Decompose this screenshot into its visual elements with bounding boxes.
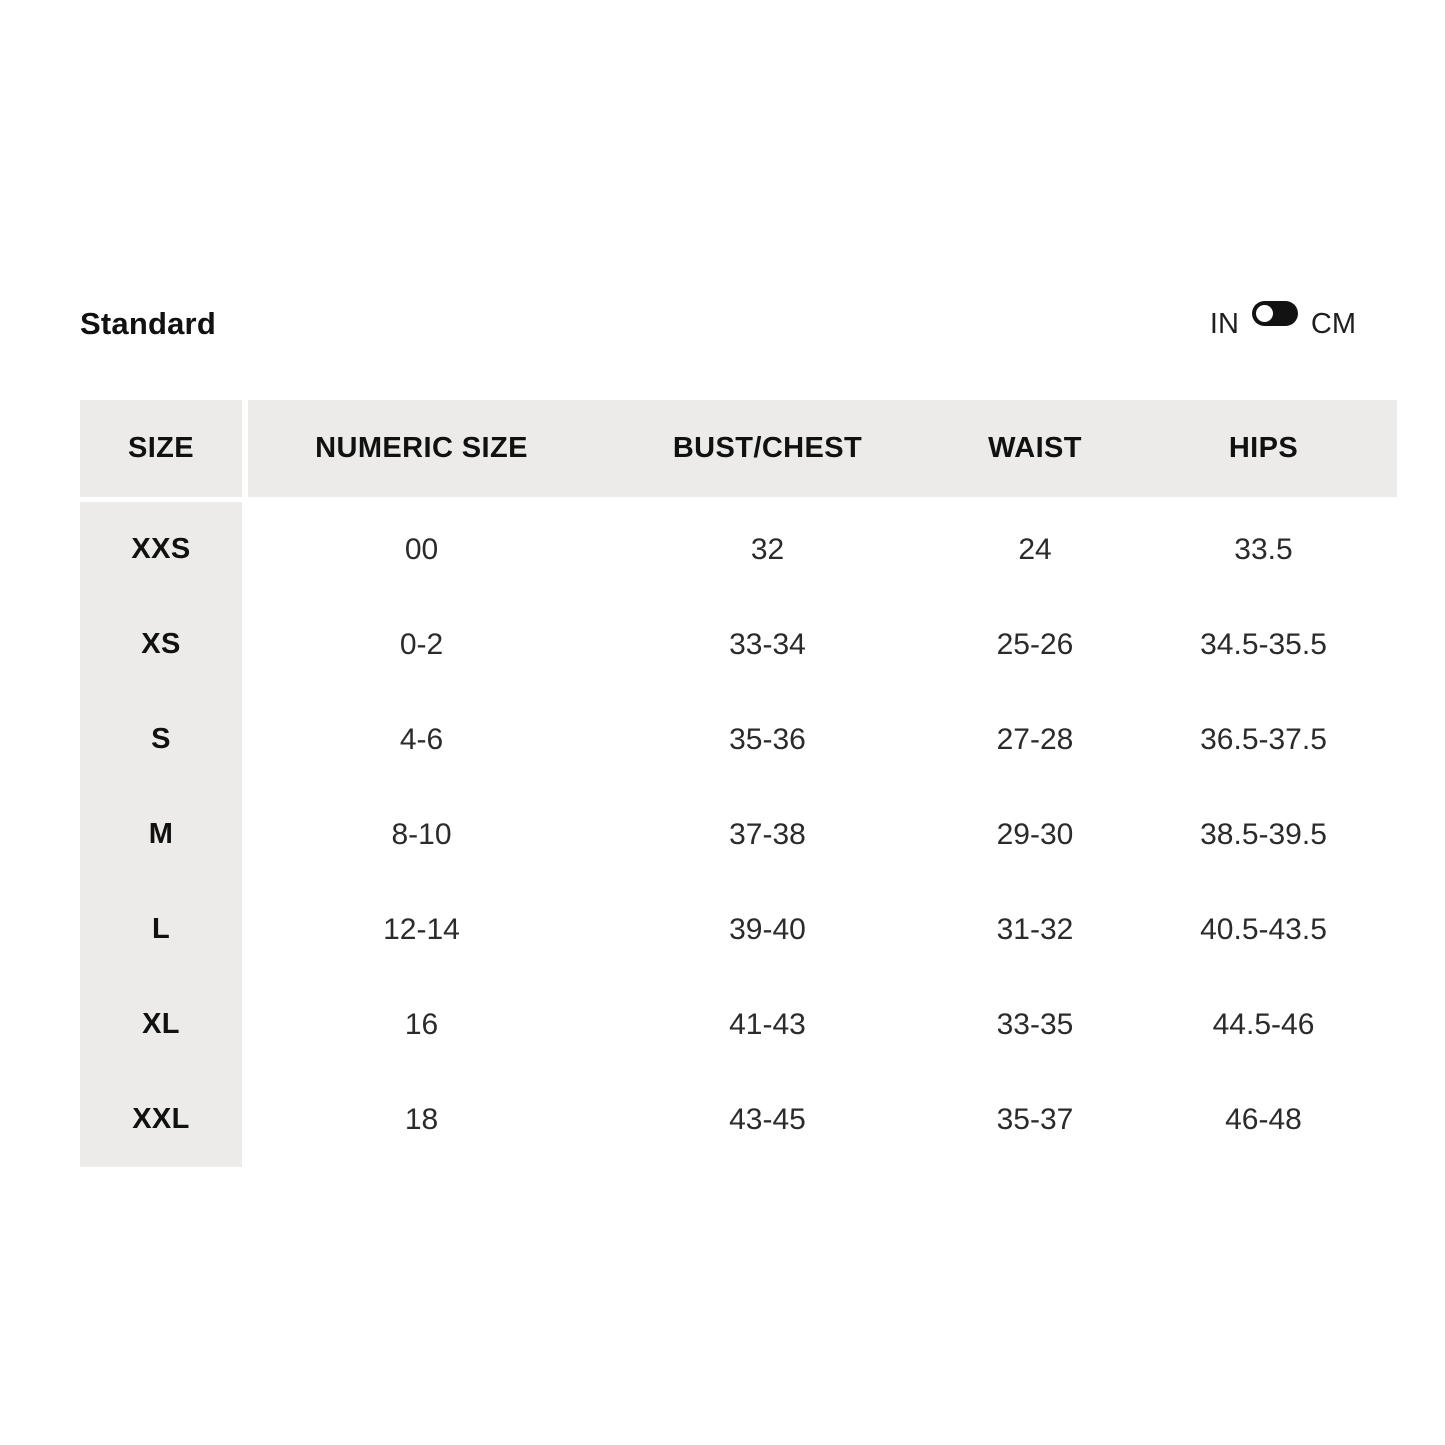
size-label: S	[80, 692, 248, 787]
table-header	[80, 400, 1397, 502]
table-header-row	[80, 400, 1397, 502]
size-label: XXS	[80, 502, 248, 597]
hips-value: 33.5	[1130, 502, 1397, 597]
size-label: L	[80, 882, 248, 977]
header-waist: WAIST	[940, 400, 1130, 502]
bust-chest-value: 33-34	[595, 597, 940, 692]
waist-value: 29-30	[940, 787, 1130, 882]
hips-value: 40.5-43.5	[1130, 882, 1397, 977]
hips-value: 38.5-39.5	[1130, 787, 1397, 882]
unit-switch-knob	[1256, 305, 1273, 322]
topbar	[80, 303, 1397, 345]
hips-value: 34.5-35.5	[1130, 597, 1397, 692]
waist-value: 33-35	[940, 977, 1130, 1072]
unit-switch[interactable]	[1252, 301, 1298, 326]
size-chart-table	[80, 400, 1397, 1167]
unit-toggle	[1209, 307, 1356, 340]
table-body	[80, 502, 1397, 1167]
numeric-size-value: 8-10	[248, 787, 595, 882]
header-size: SIZE	[80, 400, 248, 502]
size-label: XXL	[80, 1072, 248, 1167]
waist-value: 25-26	[940, 597, 1130, 692]
size-label: M	[80, 787, 248, 882]
waist-value: 27-28	[940, 692, 1130, 787]
hips-value: 36.5-37.5	[1130, 692, 1397, 787]
hips-value: 46-48	[1130, 1072, 1397, 1167]
table-row	[80, 1072, 1397, 1167]
bust-chest-value: 35-36	[595, 692, 940, 787]
table-row	[80, 502, 1397, 597]
header-bust-chest: BUST/CHEST	[595, 400, 940, 502]
numeric-size-value: 0-2	[248, 597, 595, 692]
numeric-size-value: 4-6	[248, 692, 595, 787]
table-row	[80, 787, 1397, 882]
table-row	[80, 977, 1397, 1072]
numeric-size-value: 18	[248, 1072, 595, 1167]
size-label: XS	[80, 597, 248, 692]
bust-chest-value: 41-43	[595, 977, 940, 1072]
numeric-size-value: 00	[248, 502, 595, 597]
table-row	[80, 597, 1397, 692]
bust-chest-value: 32	[595, 502, 940, 597]
size-label: XL	[80, 977, 248, 1072]
bust-chest-value: 39-40	[595, 882, 940, 977]
unit-label-in[interactable]: IN	[1209, 307, 1239, 340]
table-row	[80, 882, 1397, 977]
header-hips: HIPS	[1130, 400, 1397, 502]
waist-value: 24	[940, 502, 1130, 597]
header-numeric-size: NUMERIC SIZE	[248, 400, 595, 502]
bust-chest-value: 43-45	[595, 1072, 940, 1167]
waist-value: 35-37	[940, 1072, 1130, 1167]
waist-value: 31-32	[940, 882, 1130, 977]
numeric-size-value: 12-14	[248, 882, 595, 977]
unit-label-cm[interactable]: CM	[1310, 307, 1356, 340]
bust-chest-value: 37-38	[595, 787, 940, 882]
table-row	[80, 692, 1397, 787]
hips-value: 44.5-46	[1130, 977, 1397, 1072]
page-title: Standard	[80, 306, 216, 341]
numeric-size-value: 16	[248, 977, 595, 1072]
